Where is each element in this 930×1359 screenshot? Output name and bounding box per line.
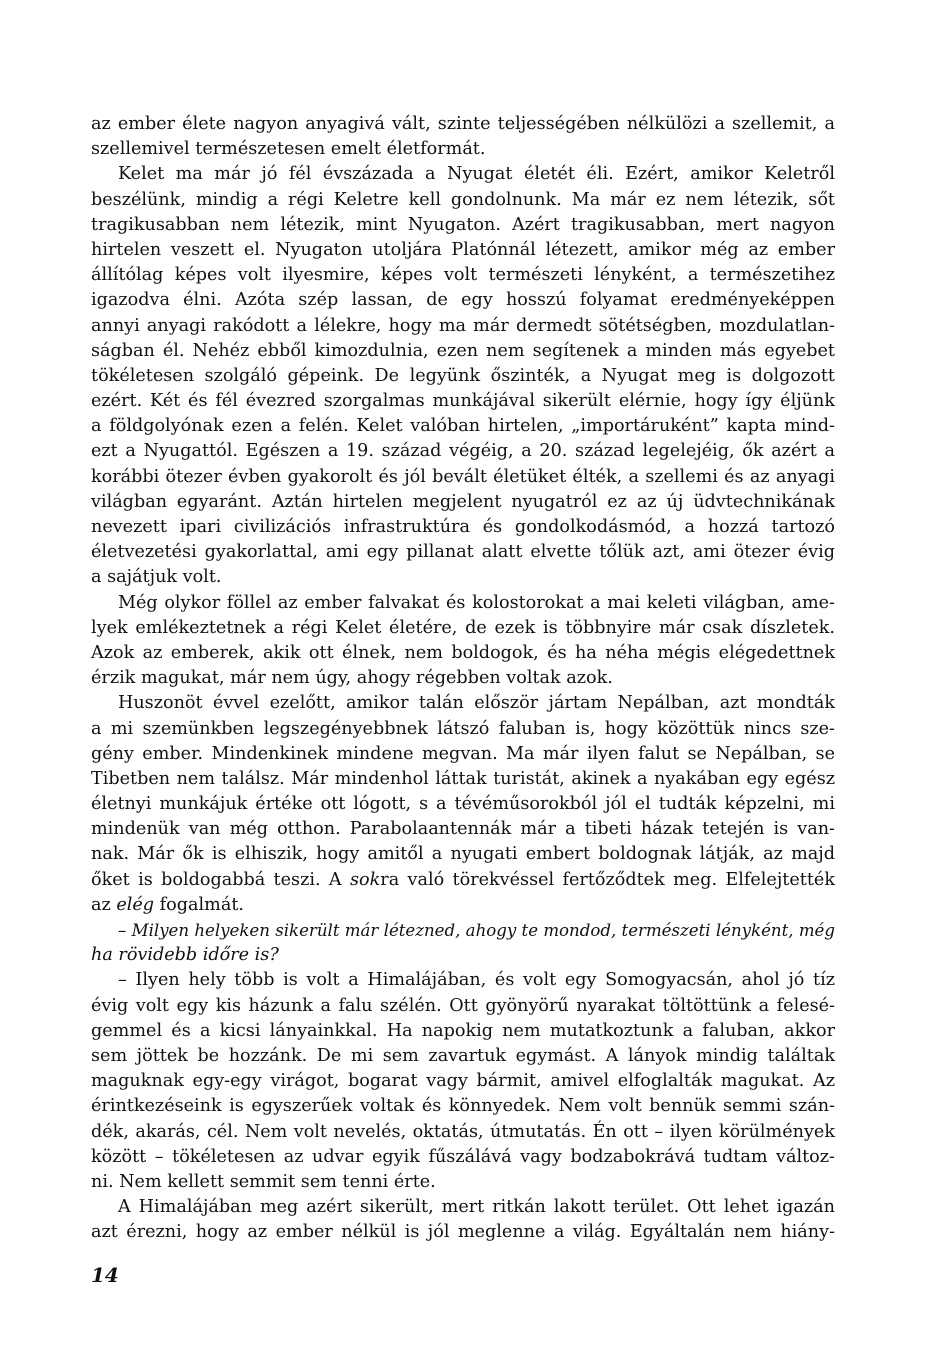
text-line: életnyi munkájuk értéke ott lógott, s a tévéműsorokból jól el tudták képzelni, mi: [91, 794, 835, 815]
text-line: nevezett ipari civilizációs infrastruktúra és gondolkodásmód, a hozzá tartozó: [91, 517, 835, 537]
text-line: lyek emlékeztetnek a régi Kelet életére, de ezek is többnyire már csak díszletek.: [91, 617, 835, 638]
text-line: állítólag képes volt ilyesmire, képes volt természeti lényként, a természetihez: [91, 265, 835, 286]
text-fragment: fogalmát.: [154, 894, 244, 915]
text-fragment: őket is boldogabbá teszi. A: [91, 869, 350, 890]
text-line: azt érezni, hogy az ember nélkül is jól meglenne a világ. Egyáltalán nem hiány-: [91, 1222, 835, 1243]
text-line: érzik magukat, már nem úgy, ahogy régebben voltak azok.: [91, 668, 613, 689]
text-line: mindenük van még otthon. Parabolaantennák már a tibeti házak tetején is van-: [91, 819, 835, 840]
text-line: az ember élete nagyon anyagivá vált, szinte teljességében nélkülözi a szellemit, a: [91, 114, 835, 134]
text-line: Kelet ma már jó fél évszázada a Nyugat életét éli. Ezért, amikor Keletről: [118, 164, 835, 185]
text-line: a sajátjuk volt.: [91, 567, 222, 588]
text-line: Huszonöt évvel ezelőtt, amikor talán először jártam Nepálban, azt mondták: [118, 693, 835, 714]
text-line: életvezetési gyakorlattal, ami egy pillanat alatt elvette tőlük azt, ami ötezer évig: [91, 542, 835, 563]
text-line: korábbi ötezer évben gyakorolt és jól bevált életüket élték, a szellemi és az anyagi: [91, 466, 835, 487]
text-line: [91, 868, 835, 893]
body-text: [91, 112, 835, 1245]
text-line: gény ember. Mindenkinek mindene megvan. Ma már ilyen falut se Nepálban, se: [91, 743, 835, 764]
text-line: A Himalájában meg azért sikerült, mert ritkán lakott terület. Ott lehet igazán: [118, 1197, 835, 1218]
emphasized-word: elég: [116, 894, 155, 915]
page-number: 14: [91, 1263, 119, 1287]
text-line: – Ilyen hely több is volt a Himalájában, és volt egy Somogyacsán, ahol jó tíz: [118, 970, 835, 991]
text-line: igazodva élni. Azóta szép lassan, de egy hosszú folyamat eredményeképpen: [91, 290, 835, 311]
text-line: ságban él. Nehéz ebből kimozdulnia, ezen nem segítenek a minden más egyebet: [91, 340, 835, 361]
text-line: dék, akarás, cél. Nem volt nevelés, oktatás, útmutatás. Én ott – ilyen körülmények: [91, 1121, 835, 1142]
text-line: szellemivel természetesen emelt életformát.: [91, 139, 486, 160]
text-line: maguknak egy-egy virágot, bogarat vagy bármit, amivel elfoglalták magukat. Az: [91, 1071, 835, 1092]
text-line: hirtelen veszett el. Nyugaton utoljára Platónnál létezett, amikor még az ember: [91, 239, 835, 260]
text-line: évig volt egy kis házunk a falu szélén. Ott gyönyörű nyarakat töltöttünk a felesé-: [91, 995, 835, 1016]
text-line: [91, 893, 835, 918]
text-line: a mi szemünkben legszegényebbnek látszó faluban is, hogy közöttük nincs sze-: [91, 718, 835, 739]
text-line: világban egyaránt. Aztán hirtelen megjelent nyugatról ez az új üdvtechnikának: [91, 491, 835, 512]
text-line: Azok az emberek, akik ott élnek, nem boldogok, és ha néha mégis elégedettnek: [91, 642, 835, 663]
text-line: tragikusabban nem létezik, mint Nyugaton. Azért tragikusabban, mert nagyon: [91, 214, 835, 235]
text-line: Tibetben nem találsz. Már mindenhol láttak turistát, akinek a nyakában egy egész: [91, 768, 835, 789]
interview-question: – Milyen helyeken sikerült már létezned, ahogy te mondod, természeti lényként, még: [118, 921, 835, 940]
text-line: Még olykor föllel az ember falvakat és kolostorokat a mai keleti világban, ame-: [118, 592, 835, 613]
text-fragment: ra való törekvéssel fertőződtek meg. Elfelejtették: [380, 869, 835, 890]
text-line: ezért. Két és fél évezred szorgalmas munkájával sikerült elérnie, hogy így éljünk: [91, 391, 835, 412]
text-line: érintkezéseink is egyszerűek voltak és könnyedek. Nem volt bennük semmi szán-: [91, 1096, 835, 1117]
text-line: között – tökéletesen az udvar egyik fűszálává vagy bodzabokrává tudtam változ-: [91, 1146, 835, 1167]
text-line: tökéletesen szolgáló gépeink. De legyünk őszinték, a Nyugat meg is dolgozott: [91, 365, 835, 386]
text-line: ni. Nem kellett semmit sem tenni érte.: [91, 1171, 436, 1192]
text-line: ezt a Nyugattól. Egészen a 19. század végéig, a 20. század legelejéig, ők azért a: [91, 441, 835, 462]
text-line: nak. Már ők is elhiszik, hogy amitől a nyugati embert boldognak látják, az majd: [91, 844, 835, 865]
text-line: sem jöttek be hozzánk. De mi sem zavartuk egymást. A lányok mindig találtak: [91, 1045, 835, 1066]
text-line: gemmel és a kicsi lányainkkal. Ha napokig nem mutatkoztunk a faluban, akkor: [91, 1020, 835, 1041]
emphasized-word: sok: [349, 869, 381, 890]
text-line: a földgolyónak ezen a felén. Kelet valóban hirtelen, „importáruként” kapta mind-: [91, 416, 835, 437]
interview-question: ha rövidebb időre is?: [91, 945, 279, 966]
text-line: beszélünk, mindig a régi Keletre kell gondolnunk. Ma már ez nem létezik, sőt: [91, 189, 835, 210]
text-fragment: az: [91, 894, 117, 915]
text-line: annyi anyagi rakódott a lélekre, hogy ma már dermedt sötétségben, mozdulatlan-: [91, 315, 835, 336]
